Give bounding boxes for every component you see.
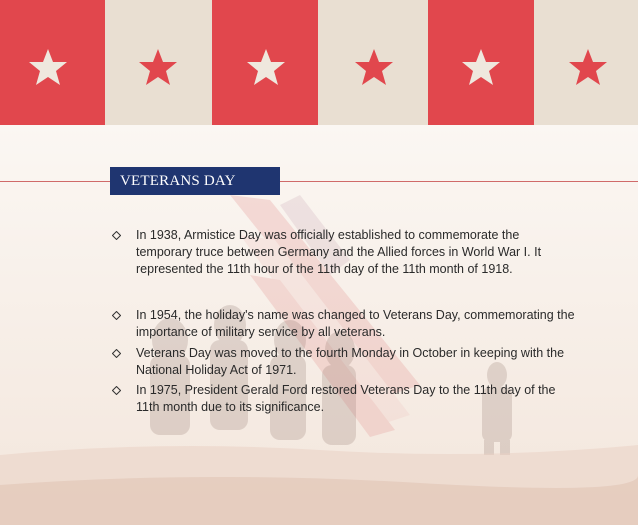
list-item-text: In 1954, the holiday's name was changed to Veterans Day, commemorating the importance of military service by all veterans. (136, 308, 575, 339)
star-icon (568, 47, 608, 87)
title-divider-line (0, 181, 638, 182)
diamond-bullet-icon (112, 349, 121, 358)
diamond-bullet-icon (112, 311, 121, 320)
diamond-bullet-icon (112, 231, 121, 240)
star-icon (138, 47, 178, 87)
star-icon (461, 47, 501, 87)
list-item-text: In 1975, President Gerald Ford restored Veterans Day to the 11th day of the 11th month due to its significance. (136, 383, 556, 414)
star-icon (246, 47, 286, 87)
slide-title: VETERANS DAY (110, 167, 280, 195)
diamond-bullet-icon (112, 386, 121, 395)
list-item-text: In 1938, Armistice Day was officially established to commemorate the temporary truce between Germany and the Allied forces in World War I. It represented the 11th hour of the 11th day of the 11th month of 1918. (136, 228, 542, 276)
stars-stripes-banner (0, 0, 638, 125)
star-icon (28, 47, 68, 87)
list-item-text: Veterans Day was moved to the fourth Monday in October in keeping with the National Holiday Act of 1971. (136, 346, 565, 377)
star-icon (354, 47, 394, 87)
